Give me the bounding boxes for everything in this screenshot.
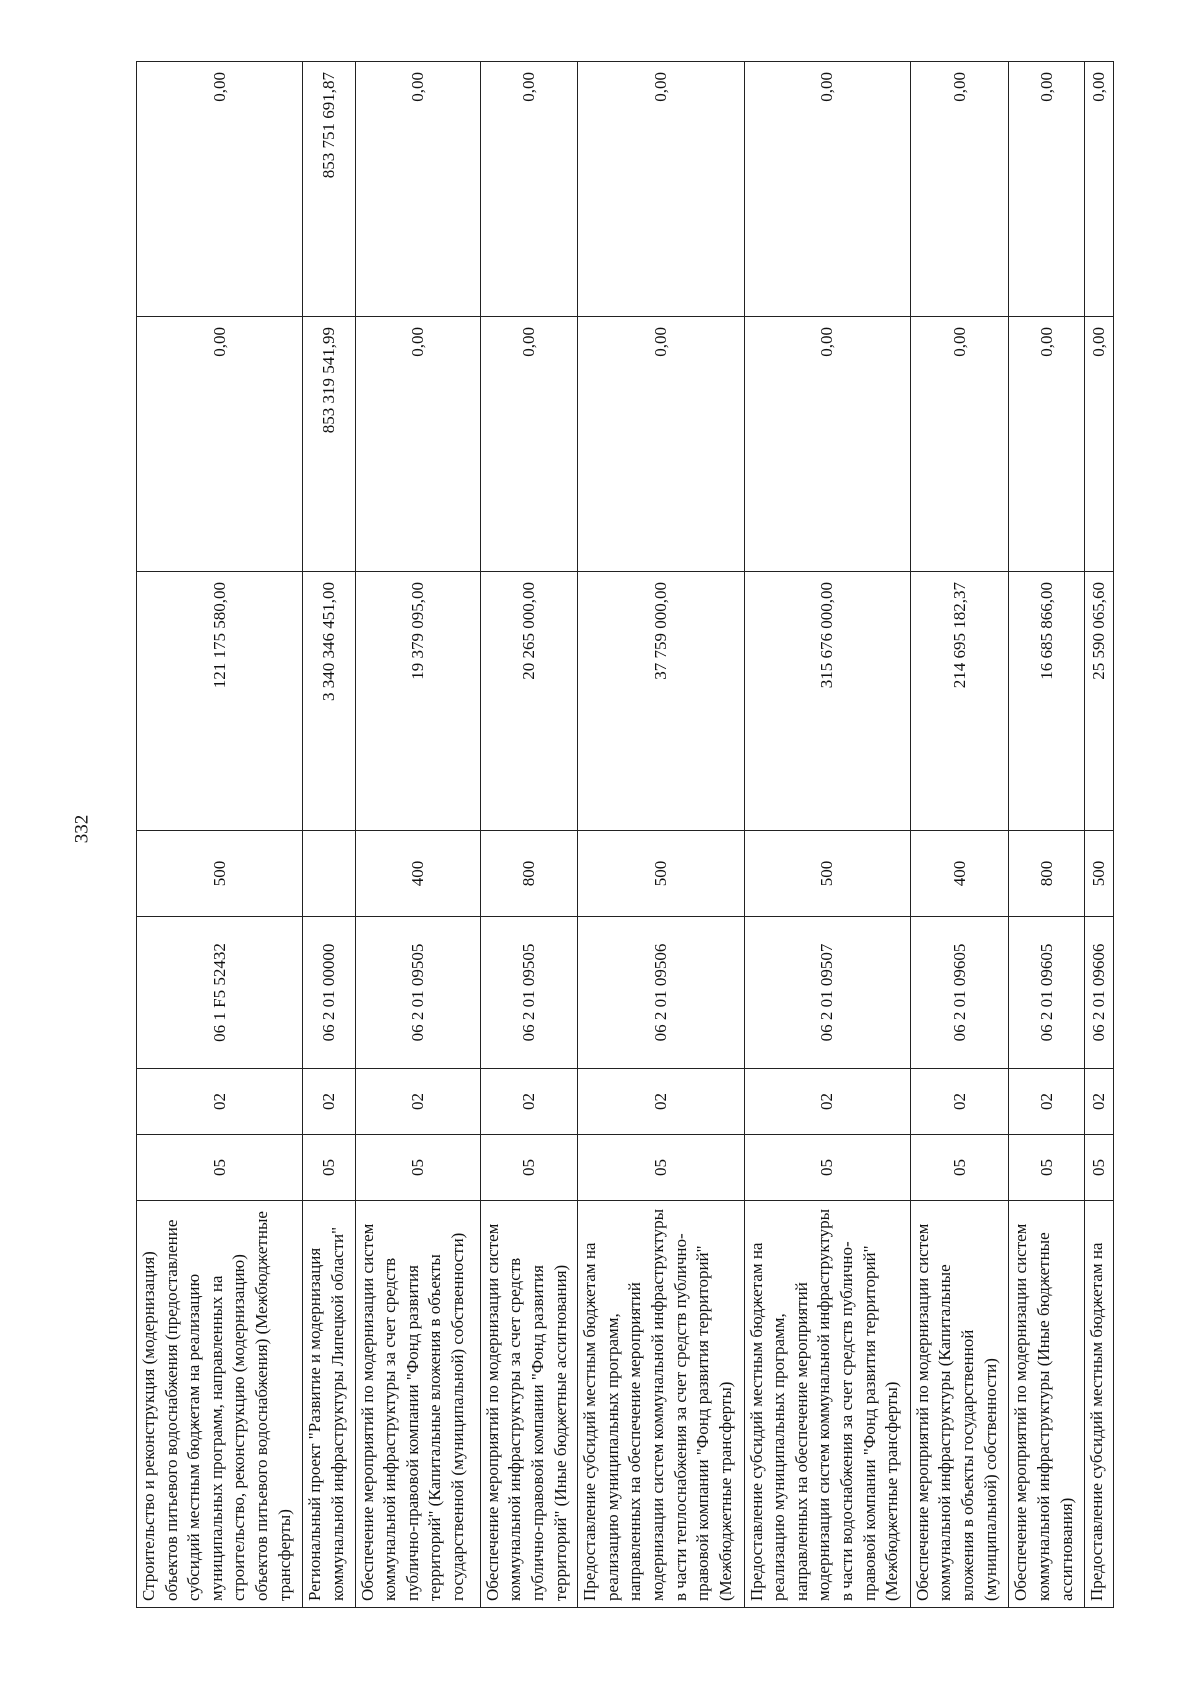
row-csr: 06 2 01 09605 bbox=[910, 917, 1008, 1069]
row-podrazdel: 02 bbox=[137, 1069, 303, 1135]
row-razdel: 05 bbox=[910, 1135, 1008, 1201]
row-razdel: 05 bbox=[137, 1135, 303, 1201]
row-sum-1: 315 676 000,00 bbox=[744, 572, 910, 831]
row-podrazdel: 02 bbox=[480, 1069, 577, 1135]
row-sum-1: 214 695 182,37 bbox=[910, 572, 1008, 831]
row-sum-2: 0,00 bbox=[355, 317, 480, 572]
row-sum-3: 853 751 691,87 bbox=[303, 62, 355, 317]
row-vr: 500 bbox=[1085, 831, 1114, 917]
row-sum-2: 0,00 bbox=[480, 317, 577, 572]
row-sum-2: 0,00 bbox=[578, 317, 744, 572]
row-sum-3: 0,00 bbox=[480, 62, 577, 317]
row-podrazdel: 02 bbox=[744, 1069, 910, 1135]
table-row bbox=[480, 62, 577, 1608]
row-razdel: 05 bbox=[1085, 1135, 1114, 1201]
row-name: Предоставление субсидий местным бюджетам на реализацию муниципальных программ, направленных на обеспечение мероприятий модернизации систем коммунальной инфраструктуры в части теплоснабжения за счет средств публично-правовой компании "Фонд развития территорий" (Межбюджетные трансферты) bbox=[578, 1201, 744, 1608]
row-podrazdel: 02 bbox=[303, 1069, 355, 1135]
row-name: Обеспечение мероприятий по модернизации систем коммунальной инфраструктуры за счет средств публично-правовой компании "Фонд развития территорий" (Иные бюджетные ассигнования) bbox=[480, 1201, 577, 1608]
row-sum-1: 16 685 866,00 bbox=[1009, 572, 1085, 831]
row-sum-2: 0,00 bbox=[137, 317, 303, 572]
row-csr: 06 2 01 09506 bbox=[578, 917, 744, 1069]
row-sum-1: 19 379 095,00 bbox=[355, 572, 480, 831]
row-podrazdel: 02 bbox=[1085, 1069, 1114, 1135]
row-vr: 400 bbox=[355, 831, 480, 917]
row-podrazdel: 02 bbox=[578, 1069, 744, 1135]
rotated-table-container bbox=[136, 62, 1114, 1608]
row-razdel: 05 bbox=[1009, 1135, 1085, 1201]
page-number: 332 bbox=[71, 814, 93, 844]
row-vr: 400 bbox=[910, 831, 1008, 917]
row-name: Строительство и реконструкция (модернизация) объектов питьевого водоснабжения (предоставление субсидий местным бюджетам на реализацию муниципальных программ, направленных на строительство, реконструкцию (модернизацию) объектов питьевого водоснабжения) (Межбюджетные трансферты) bbox=[137, 1201, 303, 1608]
row-csr: 06 2 01 09606 bbox=[1085, 917, 1114, 1069]
row-podrazdel: 02 bbox=[910, 1069, 1008, 1135]
table-row bbox=[355, 62, 480, 1608]
row-podrazdel: 02 bbox=[355, 1069, 480, 1135]
row-name: Обеспечение мероприятий по модернизации систем коммунальной инфраструктуры (Капитальные вложения в объекты государственной (муниципальной) собственности) bbox=[910, 1201, 1008, 1608]
row-razdel: 05 bbox=[355, 1135, 480, 1201]
row-csr: 06 2 01 00000 bbox=[303, 917, 355, 1069]
row-name: Обеспечение мероприятий по модернизации систем коммунальной инфраструктуры за счет средств публично-правовой компании "Фонд развития территорий" (Капитальные вложения в объекты государственной (муниципальной) собственности) bbox=[355, 1201, 480, 1608]
row-vr bbox=[303, 831, 355, 917]
row-name: Региональный проект "Развитие и модернизация коммунальной инфраструктуры Липецкой области" bbox=[303, 1201, 355, 1608]
row-sum-3: 0,00 bbox=[355, 62, 480, 317]
row-sum-1: 25 590 065,60 bbox=[1085, 572, 1114, 831]
row-sum-2: 0,00 bbox=[1009, 317, 1085, 572]
row-sum-2: 0,00 bbox=[744, 317, 910, 572]
row-vr: 500 bbox=[578, 831, 744, 917]
row-sum-1: 37 759 000,00 bbox=[578, 572, 744, 831]
row-name: Предоставление субсидий местным бюджетам на bbox=[1085, 1201, 1114, 1608]
row-podrazdel: 02 bbox=[1009, 1069, 1085, 1135]
row-sum-3: 0,00 bbox=[744, 62, 910, 317]
row-razdel: 05 bbox=[744, 1135, 910, 1201]
row-vr: 800 bbox=[1009, 831, 1085, 917]
row-sum-1: 20 265 000,00 bbox=[480, 572, 577, 831]
row-razdel: 05 bbox=[303, 1135, 355, 1201]
table-row bbox=[578, 62, 744, 1608]
row-sum-3: 0,00 bbox=[578, 62, 744, 317]
row-sum-3: 0,00 bbox=[137, 62, 303, 317]
row-razdel: 05 bbox=[480, 1135, 577, 1201]
row-csr: 06 2 01 09505 bbox=[480, 917, 577, 1069]
table-row bbox=[910, 62, 1008, 1608]
row-csr: 06 1 F5 52432 bbox=[137, 917, 303, 1069]
row-sum-2: 0,00 bbox=[910, 317, 1008, 572]
row-sum-3: 0,00 bbox=[910, 62, 1008, 317]
row-name: Обеспечение мероприятий по модернизации систем коммунальной инфраструктуры (Иные бюджетные ассигнования) bbox=[1009, 1201, 1085, 1608]
row-sum-3: 0,00 bbox=[1085, 62, 1114, 317]
row-name: Предоставление субсидий местным бюджетам на реализацию муниципальных программ, направленных на обеспечение мероприятий модернизации систем коммунальной инфраструктуры в части водоснабжения за счет средств публично-правовой компании "Фонд развития территорий" (Межбюджетные трансферты) bbox=[744, 1201, 910, 1608]
row-csr: 06 2 01 09605 bbox=[1009, 917, 1085, 1069]
row-sum-1: 3 340 346 451,00 bbox=[303, 572, 355, 831]
row-sum-2: 0,00 bbox=[1085, 317, 1114, 572]
row-razdel: 05 bbox=[578, 1135, 744, 1201]
row-vr: 500 bbox=[137, 831, 303, 917]
row-vr: 800 bbox=[480, 831, 577, 917]
table-row bbox=[137, 62, 303, 1608]
table-row bbox=[1085, 62, 1114, 1608]
budget-table bbox=[136, 61, 1114, 1608]
table-row bbox=[1009, 62, 1085, 1608]
row-vr: 500 bbox=[744, 831, 910, 917]
row-csr: 06 2 01 09507 bbox=[744, 917, 910, 1069]
row-csr: 06 2 01 09505 bbox=[355, 917, 480, 1069]
row-sum-1: 121 175 580,00 bbox=[137, 572, 303, 831]
table-row bbox=[744, 62, 910, 1608]
row-sum-2: 853 319 541,99 bbox=[303, 317, 355, 572]
row-sum-3: 0,00 bbox=[1009, 62, 1085, 317]
table-row bbox=[303, 62, 355, 1608]
